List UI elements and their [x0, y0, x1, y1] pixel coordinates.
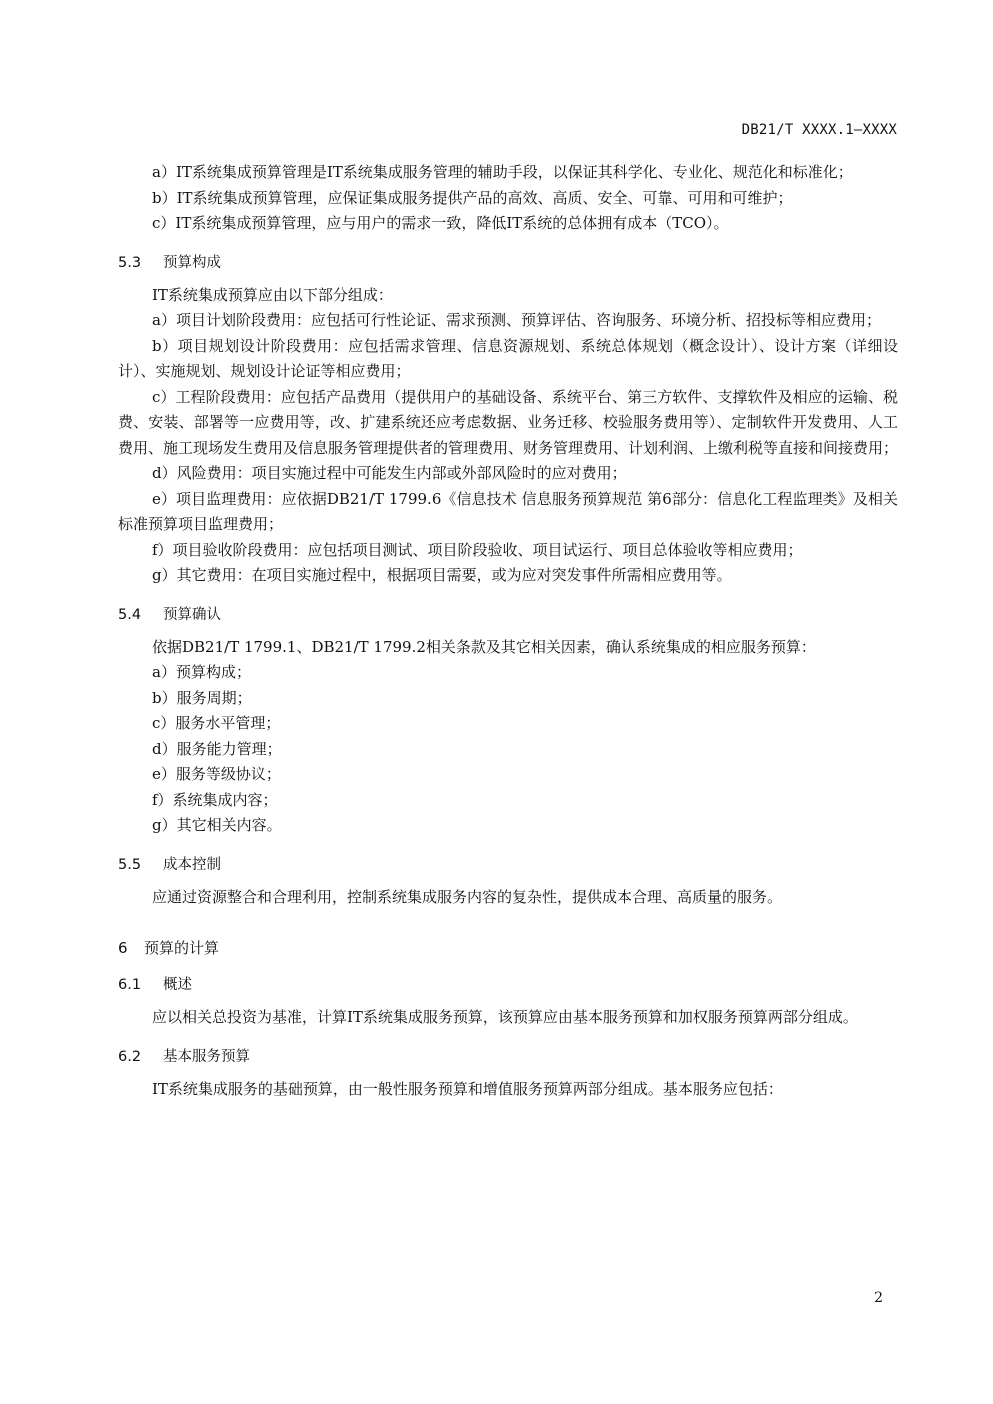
section-heading	[118, 854, 898, 876]
paragraph: a）IT系统集成预算管理是IT系统集成服务管理的辅助手段，以保证其科学化、专业化、规范化和标准化；	[152, 163, 853, 181]
paragraph: c）服务水平管理；	[152, 714, 281, 732]
heading-title: 成本控制	[163, 856, 221, 873]
document-body	[118, 160, 898, 1102]
paragraph: b）IT系统集成预算管理，应保证集成服务提供产品的高效、高质、安全、可靠、可用和可维护；	[152, 188, 793, 207]
heading-title: 预算构成	[163, 254, 221, 271]
heading-number: 5.4	[118, 606, 142, 623]
paragraph: a）预算构成；	[152, 663, 251, 681]
paragraph: 依据DB21/T 1799.1、DB21/T 1799.2相关条款及其它相关因素，确认系统集成的相应服务预算：	[152, 637, 816, 656]
paragraph: 应以相关总投资为基准，计算IT系统集成服务预算，该预算应由基本服务预算和加权服务预算两部分组成。	[152, 1008, 858, 1026]
heading-number: 5.5	[118, 856, 142, 873]
paragraph: c）工程阶段费用：应包括产品费用（提供用户的基础设备、系统平台、第三方软件、支撑软件及相应的运输、税费、安装、部署等一应费用等，改、扩建系统还应考虑数据、业务迁移、校验服务费用等）、定制软件开发费用、人工费用、施工现场发生费用及信息服务管理提供者的管理费用、财务管理费用、计划利润、上缴利税等直接和间接费用；	[118, 387, 899, 457]
heading-title: 预算的计算	[144, 939, 220, 957]
heading-number: 6.2	[118, 1048, 142, 1065]
heading-title: 预算确认	[163, 606, 221, 623]
section-heading	[118, 252, 898, 274]
paragraph: c）IT系统集成预算管理，应与用户的需求一致，降低IT系统的总体拥有成本（TCO）。	[152, 214, 729, 232]
paragraph: g）其它费用：在项目实施过程中，根据项目需要，或为应对突发事件所需相应费用等。	[152, 566, 732, 584]
paragraph: g）其它相关内容。	[152, 816, 282, 834]
paragraph: d）服务能力管理；	[152, 739, 282, 758]
heading-title: 概述	[163, 977, 192, 993]
heading-number: 6.1	[118, 977, 142, 993]
paragraph: f）项目验收阶段费用：应包括项目测试、项目阶段验收、项目试运行、项目总体验收等相应费用；	[152, 540, 803, 559]
heading-number: 6	[118, 939, 128, 957]
paragraph: IT系统集成预算应由以下部分组成：	[152, 285, 393, 304]
document-code-header: DB21/T XXXX.1—XXXX	[741, 122, 897, 138]
heading-title: 基本服务预算	[163, 1048, 250, 1065]
paragraph: IT系统集成服务的基础预算，由一般性服务预算和增值服务预算两部分组成。基本服务应包括：	[152, 1079, 783, 1098]
paragraph: b）项目规划设计阶段费用：应包括需求管理、信息资源规划、系统总体规划（概念设计）、设计方案（详细设计）、实施规划、规划设计论证等相应费用；	[118, 336, 898, 380]
section-heading	[118, 974, 898, 996]
paragraph: f）系统集成内容；	[152, 790, 278, 809]
page-number: 2	[874, 1290, 883, 1306]
section-heading	[118, 1046, 898, 1068]
paragraph: e）服务等级协议；	[152, 765, 281, 783]
paragraph: a）项目计划阶段费用：应包括可行性论证、需求预测、预算评估、咨询服务、环境分析、招投标等相应费用；	[152, 311, 881, 329]
section-heading	[118, 604, 898, 626]
paragraph: d）风险费用：项目实施过程中可能发生内部或外部风险时的应对费用；	[152, 464, 627, 482]
chapter-heading	[118, 936, 898, 960]
paragraph: b）服务周期；	[152, 688, 252, 707]
paragraph: e）项目监理费用：应依据DB21/T 1799.6《信息技术 信息服务预算规范 第6部分：信息化工程监理类》及相关标准预算项目监理费用；	[118, 489, 898, 533]
heading-number: 5.3	[118, 254, 142, 271]
paragraph: 应通过资源整合和合理利用，控制系统集成服务内容的复杂性，提供成本合理、高质量的服务。	[152, 887, 783, 906]
